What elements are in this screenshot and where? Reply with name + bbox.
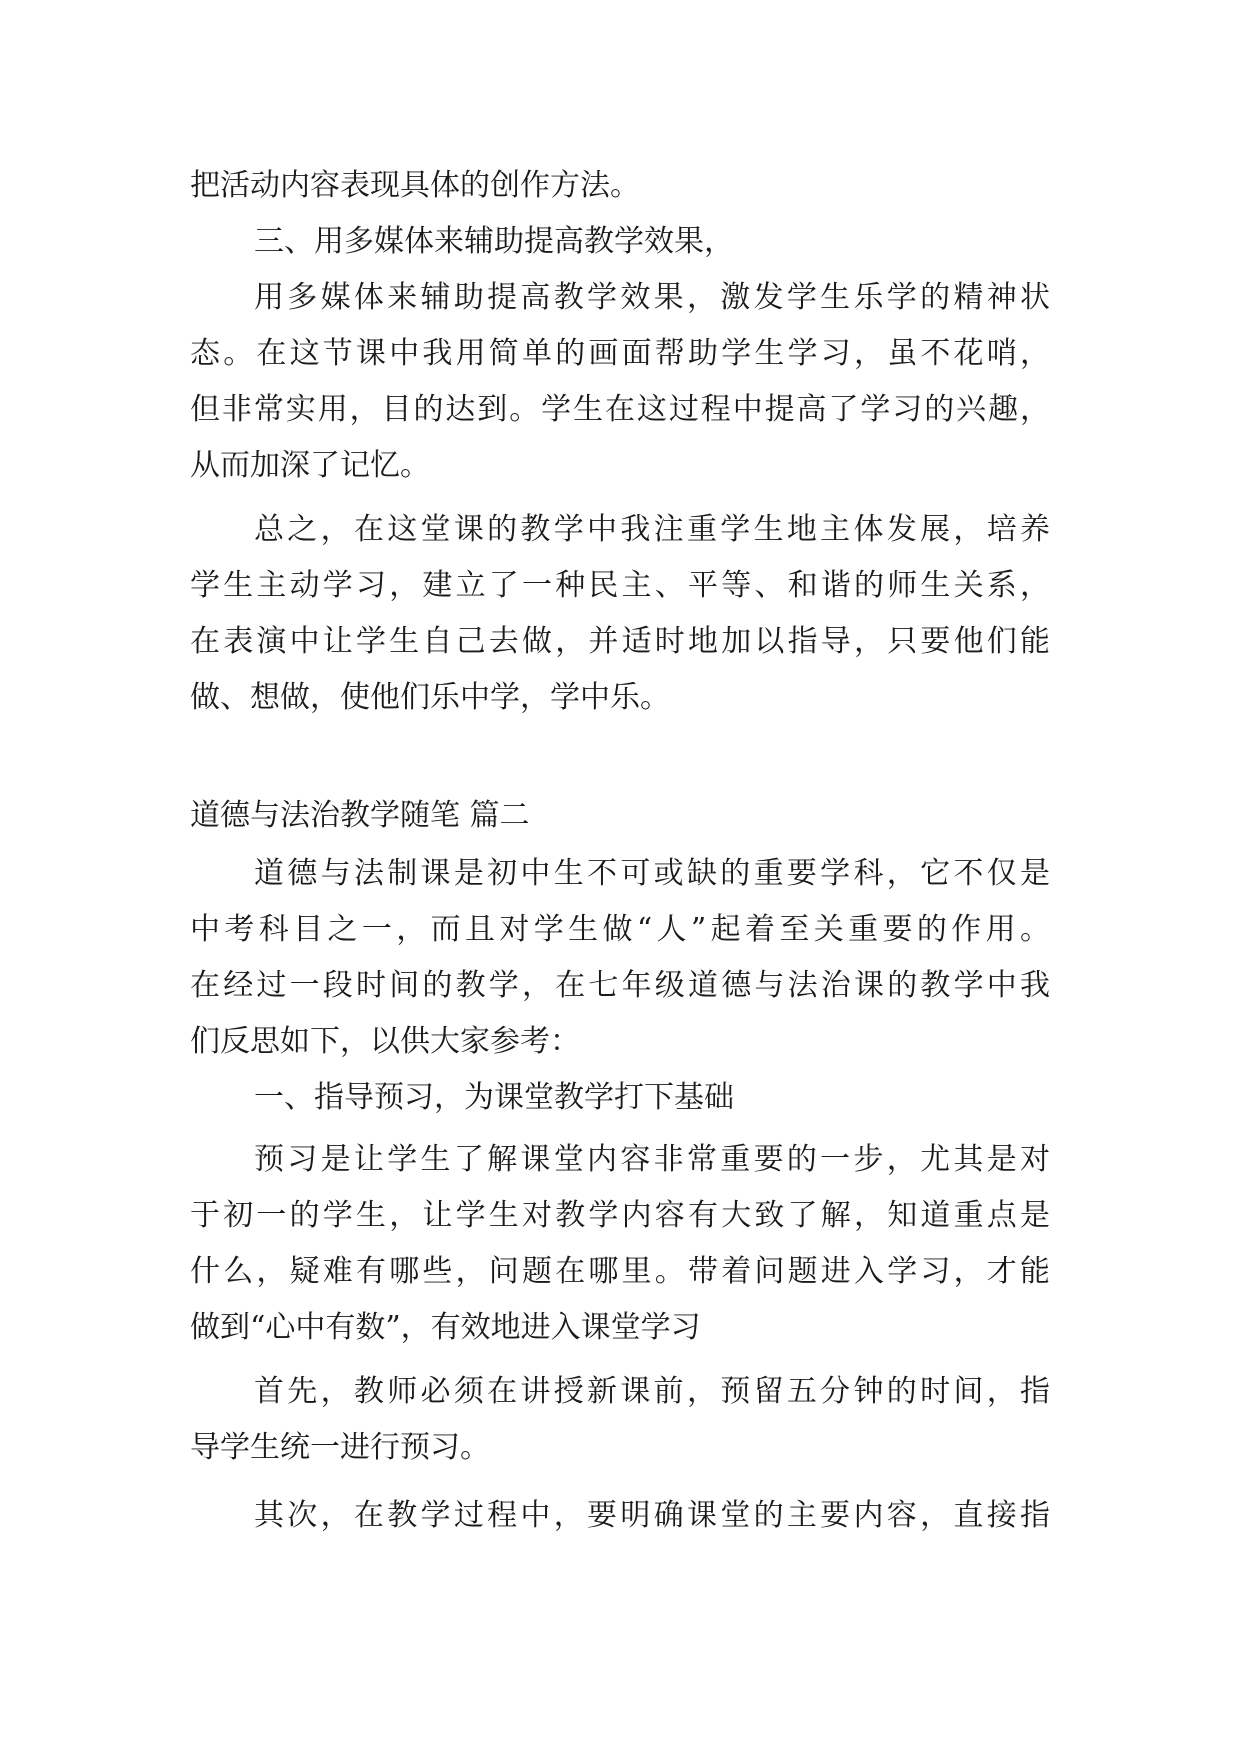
text-line: 其次，在教学过程中，要明确课堂的主要内容，直接指: [254, 1498, 1050, 1533]
text-line: 们反思如下，以供大家参考：: [190, 1024, 580, 1059]
text-line: 把活动内容表现具体的创作方法。: [190, 168, 640, 203]
text-line: 但非常实用，目的达到。学生在这过程中提高了学习的兴趣，: [190, 392, 1050, 427]
section-heading: 三、用多媒体来辅助提高教学效果，: [254, 224, 734, 259]
text-line: 导学生统一进行预习。: [190, 1430, 490, 1465]
text-line: 在表演中让学生自己去做，并适时地加以指导，只要他们能: [190, 624, 1050, 659]
text-line: 总之，在这堂课的教学中我注重学生地主体发展，培养: [254, 512, 1050, 547]
text-line: 做到“心中有数”，有效地进入课堂学习: [190, 1310, 701, 1345]
text-line: 学生主动学习，建立了一种民主、平等、和谐的师生关系，: [190, 568, 1050, 603]
text-line: 预习是让学生了解课堂内容非常重要的一步，尤其是对: [254, 1142, 1050, 1177]
article-heading: 道德与法治教学随笔 篇二: [190, 798, 530, 833]
text-line: 什么，疑难有哪些，问题在哪里。带着问题进入学习，才能: [190, 1254, 1050, 1289]
text-line: 做、想做，使他们乐中学，学中乐。: [190, 680, 670, 715]
section-heading: 一、指导预习，为课堂教学打下基础: [254, 1080, 734, 1115]
text-line: 在经过一段时间的教学，在七年级道德与法治课的教学中我: [190, 968, 1050, 1003]
text-line: 用多媒体来辅助提高教学效果，激发学生乐学的精神状: [254, 280, 1050, 315]
text-line: 从而加深了记忆。: [190, 448, 430, 483]
text-line: 首先，教师必须在讲授新课前，预留五分钟的时间，指: [254, 1374, 1050, 1409]
text-line: 态。在这节课中我用简单的画面帮助学生学习，虽不花哨，: [190, 336, 1050, 371]
text-line: 中考科目之一，而且对学生做“人”起着至关重要的作用。: [190, 912, 1050, 947]
text-line: 于初一的学生，让学生对教学内容有大致了解，知道重点是: [190, 1198, 1050, 1233]
text-line: 道德与法制课是初中生不可或缺的重要学科，它不仅是: [254, 856, 1050, 891]
